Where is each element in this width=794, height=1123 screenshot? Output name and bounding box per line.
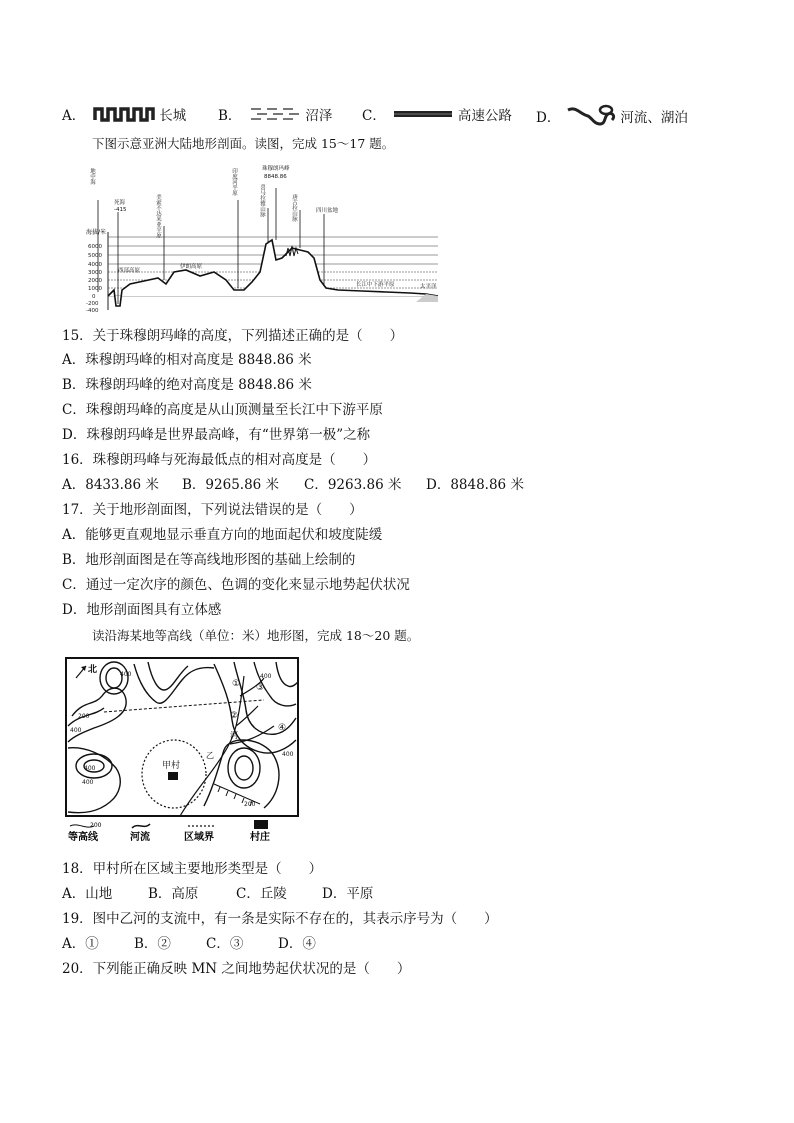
q15-option: D．珠穆朗玛峰是世界最高峰，有“世界第一极”之称 bbox=[62, 427, 371, 443]
q16-option: C．9263.86 米 bbox=[304, 477, 402, 493]
y-tick: 3000 bbox=[88, 270, 102, 276]
village-label: 甲村 bbox=[162, 761, 181, 771]
legend-options-row bbox=[62, 104, 762, 128]
contour-map bbox=[64, 656, 302, 846]
q18-option: D．平原 bbox=[322, 886, 374, 902]
profile-label-everest: 珠穆朗玛峰 bbox=[262, 166, 290, 172]
y-tick: 2000 bbox=[88, 278, 102, 284]
q18-stem: 18．甲村所在区域主要地形类型是（ ） bbox=[62, 861, 323, 877]
profile-label-plateau2: 西部高原 bbox=[118, 268, 141, 274]
profile-label-sichuan: 四川盆地 bbox=[316, 208, 339, 214]
map-legend bbox=[68, 820, 270, 843]
profile-label-tanggula: 唐古拉山脉 bbox=[291, 194, 297, 222]
q18-option: C．丘陵 bbox=[236, 886, 287, 902]
contour-label: 200 bbox=[78, 713, 90, 720]
legend-village: 村庄 bbox=[250, 832, 270, 843]
q15-option: A．珠穆朗玛峰的相对高度是 8848.86 米 bbox=[62, 352, 312, 368]
swamp-icon bbox=[247, 105, 303, 123]
river-name-label: 乙 bbox=[206, 751, 214, 760]
q19-option: D．④ bbox=[278, 936, 316, 952]
q18-option: A．山地 bbox=[62, 886, 113, 902]
river-label: 河 bbox=[230, 731, 238, 740]
profile-label-indus: 印度河平原 bbox=[231, 168, 237, 196]
y-tick: 6000 bbox=[88, 244, 102, 250]
legend-contour-value: 200 bbox=[90, 822, 102, 829]
river-lake-icon bbox=[566, 104, 618, 128]
intro-18-20: 读沿海某地等高线（单位：米）地形图，完成 18～20 题。 bbox=[92, 628, 420, 643]
y-axis-label: 海拔/米 bbox=[86, 229, 107, 236]
profile-label-arabian: 美索不达米亚平原 bbox=[155, 194, 161, 238]
q17-option: D．地形剖面图具有立体感 bbox=[62, 602, 222, 618]
q16-option: D．8848.86 米 bbox=[426, 477, 524, 493]
great-wall-icon bbox=[93, 105, 155, 123]
legend-boundary: 区域界 bbox=[184, 832, 214, 843]
q16-option: A．8433.86 米 bbox=[62, 477, 159, 493]
option-a bbox=[62, 104, 186, 124]
profile-label-plateau1: 伊朗高原 bbox=[180, 264, 203, 270]
q16-option: B．9265.86 米 bbox=[182, 477, 280, 493]
q17-option: C．通过一定次序的颜色、色调的变化来显示地势起伏状况 bbox=[62, 577, 410, 593]
contour-label: 400 bbox=[70, 727, 82, 734]
option-label: 河流、湖泊 bbox=[620, 110, 688, 126]
contour-label: 400 bbox=[282, 751, 294, 758]
option-label: 沼泽 bbox=[305, 108, 333, 124]
q15-option: C．珠穆朗玛峰的高度是从山顶测量至长江中下游平原 bbox=[62, 402, 383, 418]
q20-stem: 20．下列能正确反映 MN 之间地势起伏状况的是（ ） bbox=[62, 961, 411, 977]
q18-options bbox=[62, 882, 373, 902]
y-tick: 5000 bbox=[88, 253, 102, 259]
profile-label-himalaya: 喜马拉雅山脉 bbox=[259, 184, 265, 217]
expressway-icon bbox=[392, 105, 454, 123]
option-label: 高速公路 bbox=[457, 108, 512, 124]
q17-option: A．能够更直观地显示垂直方向的地面起伏和坡度陡缓 bbox=[62, 527, 383, 543]
marker-4: ④ bbox=[278, 723, 287, 733]
y-tick: 4000 bbox=[88, 262, 102, 268]
q19-option: C．③ bbox=[206, 936, 244, 952]
y-tick: 1000 bbox=[88, 286, 102, 292]
north-label: 北 bbox=[88, 665, 98, 675]
contour-label: 400 bbox=[260, 673, 272, 680]
option-b bbox=[218, 104, 332, 124]
village-icon bbox=[168, 772, 178, 780]
marker-3: ② bbox=[230, 711, 239, 721]
q19-stem: 19．图中乙河的支流中，有一条是实际不存在的，其表示序号为（ ） bbox=[62, 911, 498, 927]
q15-stem: 15．关于珠穆朗玛峰的高度，下列描述正确的是（ ） bbox=[62, 328, 404, 344]
option-letter: C． bbox=[362, 108, 386, 124]
q15-option: B．珠穆朗玛峰的绝对高度是 8848.86 米 bbox=[62, 377, 312, 393]
option-letter: A． bbox=[62, 108, 86, 124]
q19-option: B．② bbox=[134, 936, 171, 952]
q19-options bbox=[62, 932, 316, 952]
option-letter: D． bbox=[536, 110, 561, 126]
contour-label: 400 bbox=[82, 779, 94, 786]
legend-contour: 等高线 bbox=[68, 832, 98, 843]
y-tick: -400 bbox=[86, 308, 99, 314]
option-letter: B． bbox=[218, 108, 242, 124]
q18-option: B．高原 bbox=[148, 886, 199, 902]
option-label: 长城 bbox=[159, 108, 187, 124]
asia-terrain-profile bbox=[86, 160, 452, 318]
q16-options bbox=[62, 473, 524, 493]
profile-label-yangtze: 长江中下游平原 bbox=[356, 282, 395, 288]
y-tick: 0 bbox=[92, 294, 96, 300]
profile-label-everest-value: 8848.86 bbox=[264, 174, 287, 180]
q19-option: A．① bbox=[62, 936, 99, 952]
marker-1: ① bbox=[232, 679, 241, 689]
profile-label-pacific: 太平洋 bbox=[420, 284, 437, 290]
profile-label-dead-sea: 死海 bbox=[114, 200, 126, 206]
y-tick: -200 bbox=[86, 301, 99, 307]
profile-label-mediterranean: 地中海 bbox=[89, 168, 95, 185]
q17-option: B．地形剖面图是在等高线地形图的基础上绘制的 bbox=[62, 552, 356, 568]
contour-label: 400 bbox=[120, 671, 132, 678]
contour-label: 200 bbox=[244, 801, 256, 808]
q17-stem: 17．关于地形剖面图，下列说法错误的是（ ） bbox=[62, 502, 363, 518]
contour-label: 400 bbox=[84, 765, 96, 772]
profile-label-dead-sea-value: -415 bbox=[114, 207, 127, 213]
q16-stem: 16．珠穆朗玛峰与死海最低点的相对高度是（ ） bbox=[62, 452, 377, 468]
legend-river: 河流 bbox=[130, 832, 150, 843]
option-d bbox=[536, 104, 688, 128]
marker-2: ③ bbox=[256, 683, 265, 693]
option-c bbox=[362, 104, 512, 124]
intro-15-17: 下图示意亚洲大陆地形剖面。读图，完成 15～17 题。 bbox=[92, 136, 395, 151]
